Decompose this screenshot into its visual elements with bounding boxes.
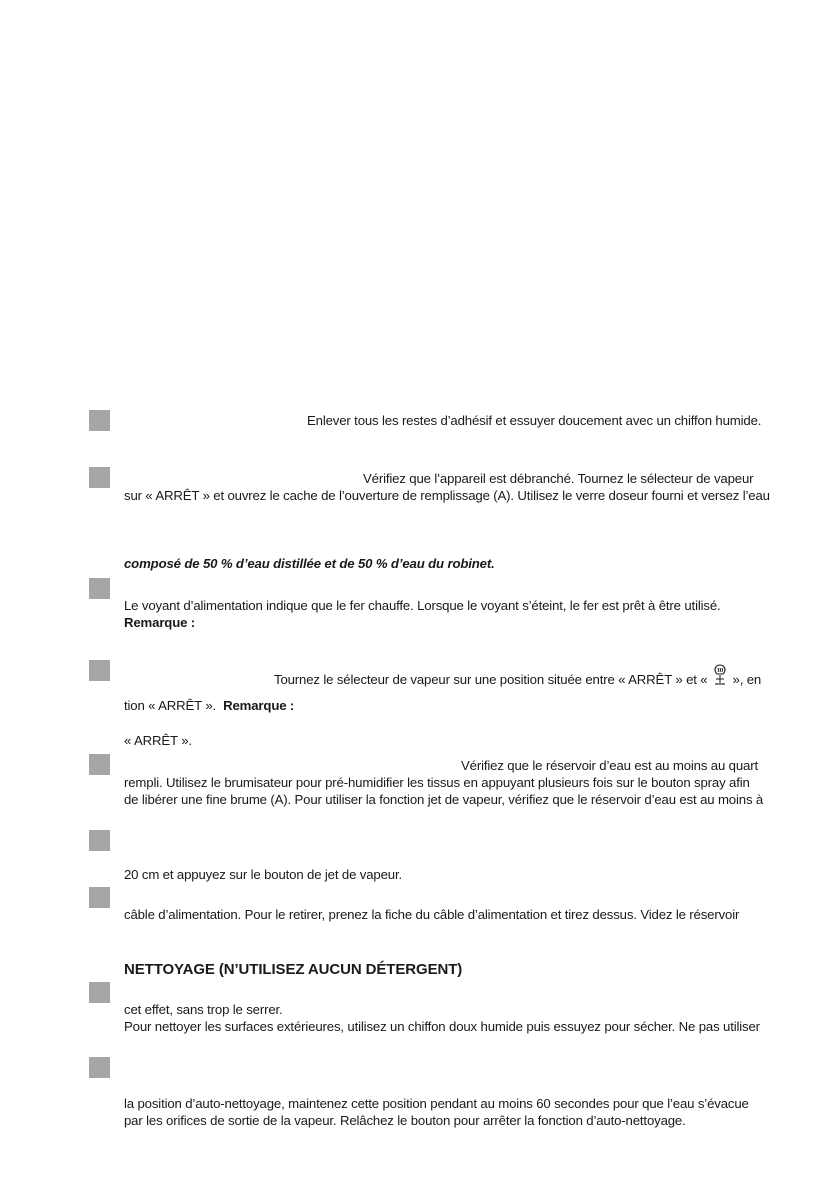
emphasis-line: composé de 50 % d’eau distillée et de 50 % d’eau du robinet. [124,556,495,571]
paragraph-line: rempli. Utilisez le brumisateur pour pré-humidifier les tissus en appuyant plusieurs fois sur le bouton spray afin [124,775,750,790]
steam-icon [712,664,728,690]
step-marker-7 [89,887,110,908]
section-heading: NETTOYAGE (N’UTILISEZ AUCUN DÉTERGENT) [124,961,463,978]
paragraph-line: « ARRÊT ». [124,733,192,748]
paragraph-line: 20 cm et appuyez sur le bouton de jet de vapeur. [124,867,402,882]
paragraph-line: Vérifiez que le réservoir d’eau est au moins au quart [461,758,758,773]
paragraph-line: câble d’alimentation. Pour le retirer, prenez la fiche du câble d’alimentation et tirez dessus. Videz le réservoir [124,907,740,922]
paragraph-line: Pour nettoyer les surfaces extérieures, utilisez un chiffon doux humide puis essuyez pour sécher. Ne pas utiliser [124,1019,760,1034]
step-marker-2 [89,467,110,488]
step-marker-9 [89,1057,110,1078]
note-label: Remarque : [124,615,196,630]
step-marker-1 [89,410,110,431]
paragraph-line [124,698,294,714]
step-marker-5 [89,754,110,775]
paragraph-line: sur « ARRÊT » et ouvrez le cache de l’ouverture de remplissage (A). Utilisez le verre doseur fourni et versez l’eau [124,488,770,503]
paragraph-line: par les orifices de sortie de la vapeur. Relâchez le bouton pour arrêter la fonction d’auto-nettoyage. [124,1113,686,1128]
paragraph-line: Le voyant d’alimentation indique que le fer chauffe. Lorsque le voyant s’éteint, le fer est prêt à être utilisé. [124,598,721,613]
step-marker-3 [89,578,110,599]
paragraph-line: Enlever tous les restes d’adhésif et essuyer doucement avec un chiffon humide. [307,413,762,428]
paragraph-line: Vérifiez que l’appareil est débranché. Tournez le sélecteur de vapeur [363,471,754,486]
paragraph-line: la position d’auto-nettoyage, maintenez cette position pendant au moins 60 secondes pour que l’eau s’évacue [124,1096,749,1111]
line-text: tion « ARRÊT ». [124,698,217,713]
line-text: Tournez le sélecteur de vapeur sur une position située entre « ARRÊT » et « [274,672,708,687]
line-text: », en [732,672,762,687]
step-marker-4 [89,660,110,681]
paragraph-line: cet effet, sans trop le serrer. [124,1002,283,1017]
paragraph-line: de libérer une fine brume (A). Pour utiliser la fonction jet de vapeur, vérifiez que le réservoir d’eau est au moins à [124,792,764,807]
paragraph-line [274,664,761,690]
note-label: Remarque : [223,698,295,713]
step-marker-6 [89,830,110,851]
step-marker-8 [89,982,110,1003]
